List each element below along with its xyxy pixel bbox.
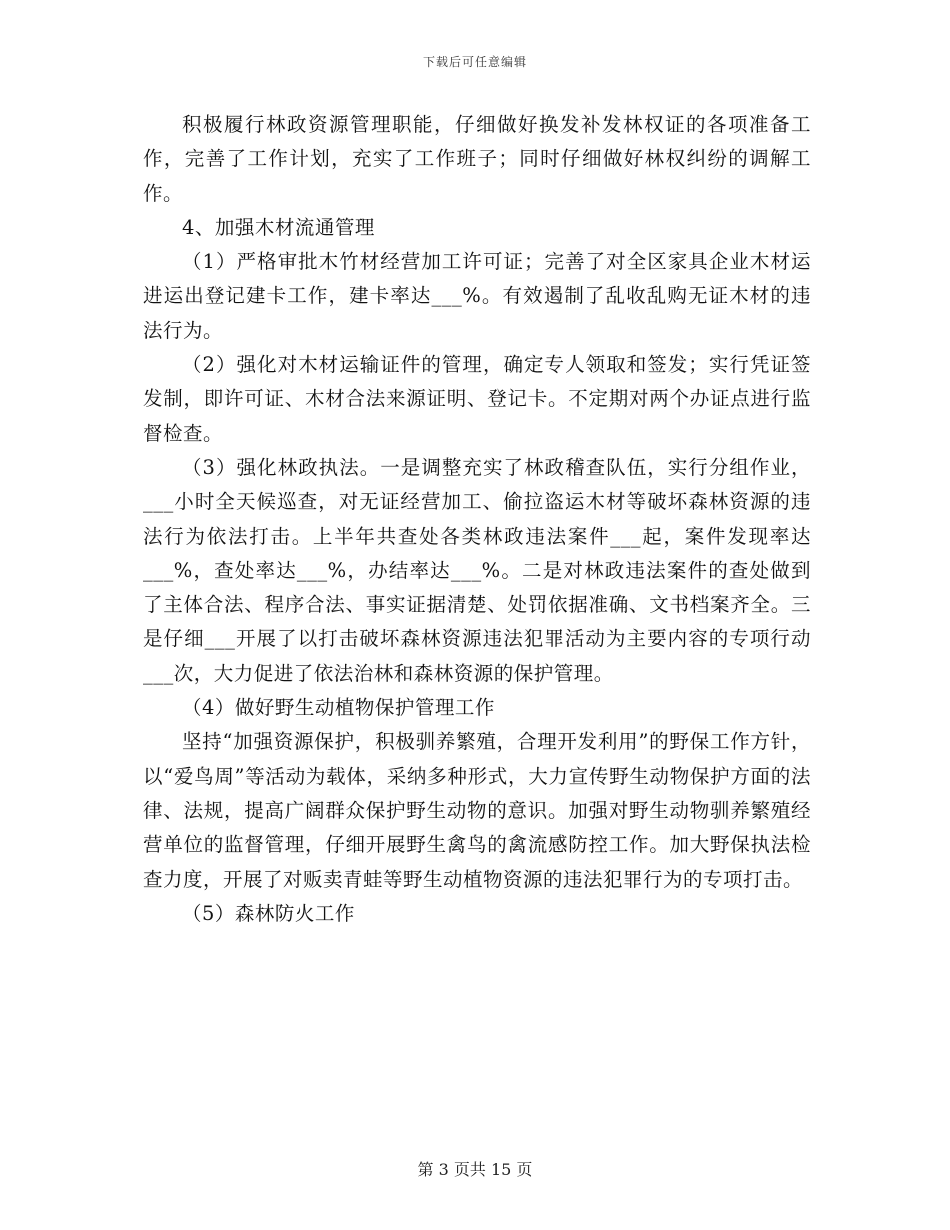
paragraph-law-enforcement: （3）强化林政执法。一是调整充实了林政稽查队伍，实行分组作业，___小时全天候巡查，对无证经营加工、偷拉盗运木材等破坏森林资源的违法行为依法打击。上半年共查处各类林政违法案件___起，案件发现率达___%，查处率达___%，办结率达___%。二是对林政违法案件的查处做到了主体合法、程序合法、事实证据清楚、处罚依据准确、文书档案齐全。三是仔细___开展了以打击破坏森林资源违法犯罪活动为主要内容的专项行动___次，大力促进了依法治林和森林资源的保护管理。 (143, 455, 811, 685)
paragraph-permit-approval: （1）严格审批木竹材经营加工许可证；完善了对全区家具企业木材运进运出登记建卡工作，建卡率达___%。有效遏制了乱收乱购无证木材的违法行为。 (143, 250, 811, 342)
document-body (143, 108, 811, 931)
heading-forest-fire-prevention: （5）森林防火工作 (182, 901, 355, 925)
paragraph-forest-rights: 积极履行林政资源管理职能，仔细做好换发补发林权证的各项准备工作，完善了工作计划，充实了工作班子；同时仔细做好林权纠纷的调解工作。 (143, 113, 811, 205)
paragraph-wildlife-protection: 坚持“加强资源保护，积极驯养繁殖，合理开发利用”的野保工作方针，以“爱鸟周”等活动为载体，采纳多种形式，大力宣传野生动物保护方面的法律、法规，提高广阔群众保护野生动物的意识。加强对野生动物驯养繁殖经营单位的监督管理，仔细开展野生禽鸟的禽流感防控工作。加大野保执法检查力度，开展了对贩卖青蛙等野生动植物资源的违法犯罪行为的专项打击。 (143, 730, 811, 891)
page-footer: 第 3 页共 15 页 (417, 1160, 533, 1179)
paragraph-transport-certificates: （2）强化对木材运输证件的管理，确定专人领取和签发；实行凭证签发制，即许可证、木材合法来源证明、登记卡。不定期对两个办证点进行监督检查。 (143, 353, 811, 445)
heading-wildlife-protection: （4）做好野生动植物保护管理工作 (182, 696, 495, 720)
page-header: 下载后可任意编辑 (422, 55, 527, 69)
heading-timber-circulation: 4、加强木材流通管理 (182, 215, 375, 239)
